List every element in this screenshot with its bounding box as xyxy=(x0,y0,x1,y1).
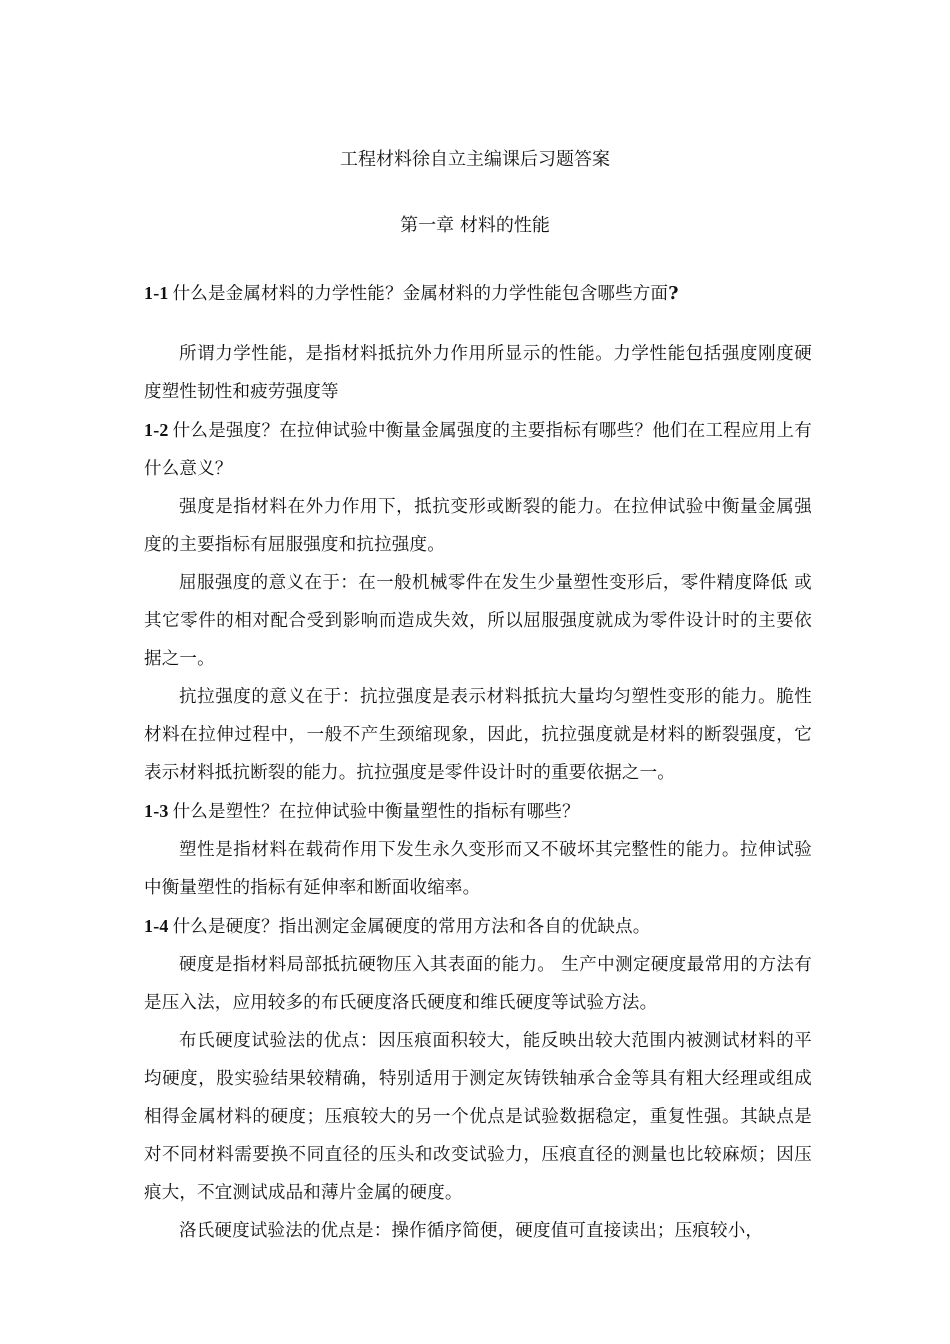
answer-1-1: 所谓力学性能，是指材料抵抗外力作用所显示的性能。力学性能包括强度刚度硬度塑性韧性和疲劳强度等 xyxy=(144,344,812,402)
question-number: 1-3 xyxy=(144,801,169,821)
question-text: 什么是硬度？指出测定金属硬度的常用方法和各自的优缺点。 xyxy=(172,917,651,937)
answer-1-4-paragraph-3: 洛氏硬度试验法的优点是：操作循序简便，硬度值可直接读出；压痕较小， xyxy=(179,1221,764,1241)
question-1-3 xyxy=(144,792,812,831)
answer-1-4-paragraph-1: 硬度是指材料局部抵抗硬物压入其表面的能力。 生产中测定硬度最常用的方法有是压入法，应用较多的布氏硬度洛氏硬度和维氏硬度等试验方法。 xyxy=(144,955,812,1013)
document-body xyxy=(144,274,812,1250)
answer-1-2-paragraph-3: 抗拉强度的意义在于：抗拉强度是表示材料抵抗大量均匀塑性变形的能力。脆性材料在拉伸过程中，一般不产生颈缩现象，因此，抗拉强度就是材料的断裂强度，它表示材料抵抗断裂的能力。抗拉强度是零件设计时的重要依据之一。 xyxy=(144,687,812,783)
chapter-title: 第一章 材料的性能 xyxy=(400,215,550,236)
answer-1-4-paragraph-2: 布氏硬度试验法的优点：因压痕面积较大，能反映出较大范围内被测试材料的平均硬度，股实验结果较精确，特别适用于测定灰铸铁轴承合金等具有粗大经理或组成相得金属材料的硬度；压痕较大的另一个优点是试验数据稳定，重复性强。其缺点是对不同材料需要换不同直径的压头和改变试验力，压痕直径的测量也比较麻烦；因压痕大，不宜测试成品和薄片金属的硬度。 xyxy=(144,1031,812,1203)
question-number: 1-2 xyxy=(144,420,169,440)
question-text: 什么是金属材料的力学性能？金属材料的力学性能包含哪些方面 xyxy=(172,284,669,304)
document-title: 工程材料徐自立主编课后习题答案 xyxy=(340,149,610,170)
answer-1-3: 塑性是指材料在载荷作用下发生永久变形而又不破坏其完整性的能力。拉伸试验中衡量塑性的指标有延伸率和断面收缩率。 xyxy=(144,840,812,898)
question-mark: ? xyxy=(668,284,679,304)
question-1-2 xyxy=(144,411,812,488)
answer-1-2-paragraph-1: 强度是指材料在外力作用下，抵抗变形或断裂的能力。在拉伸试验中衡量金属强度的主要指标有屈服强度和抗拉强度。 xyxy=(144,497,812,555)
spacer xyxy=(144,313,812,335)
question-1-4 xyxy=(144,907,812,946)
question-1-1 xyxy=(144,274,812,313)
question-text: 什么是塑性？在拉伸试验中衡量塑性的指标有哪些？ xyxy=(172,802,580,822)
question-text: 什么是强度？在拉伸试验中衡量金属强度的主要指标有哪些？他们在工程应用上有什么意义？ xyxy=(144,421,812,479)
question-number: 1-1 xyxy=(144,283,169,303)
answer-1-2-paragraph-2: 屈服强度的意义在于：在一般机械零件在发生少量塑性变形后，零件精度降低 或其它零件的相对配合受到影响而造成失效，所以屈服强度就成为零件设计时的主要依据之一。 xyxy=(144,573,812,669)
question-number: 1-4 xyxy=(144,916,169,936)
